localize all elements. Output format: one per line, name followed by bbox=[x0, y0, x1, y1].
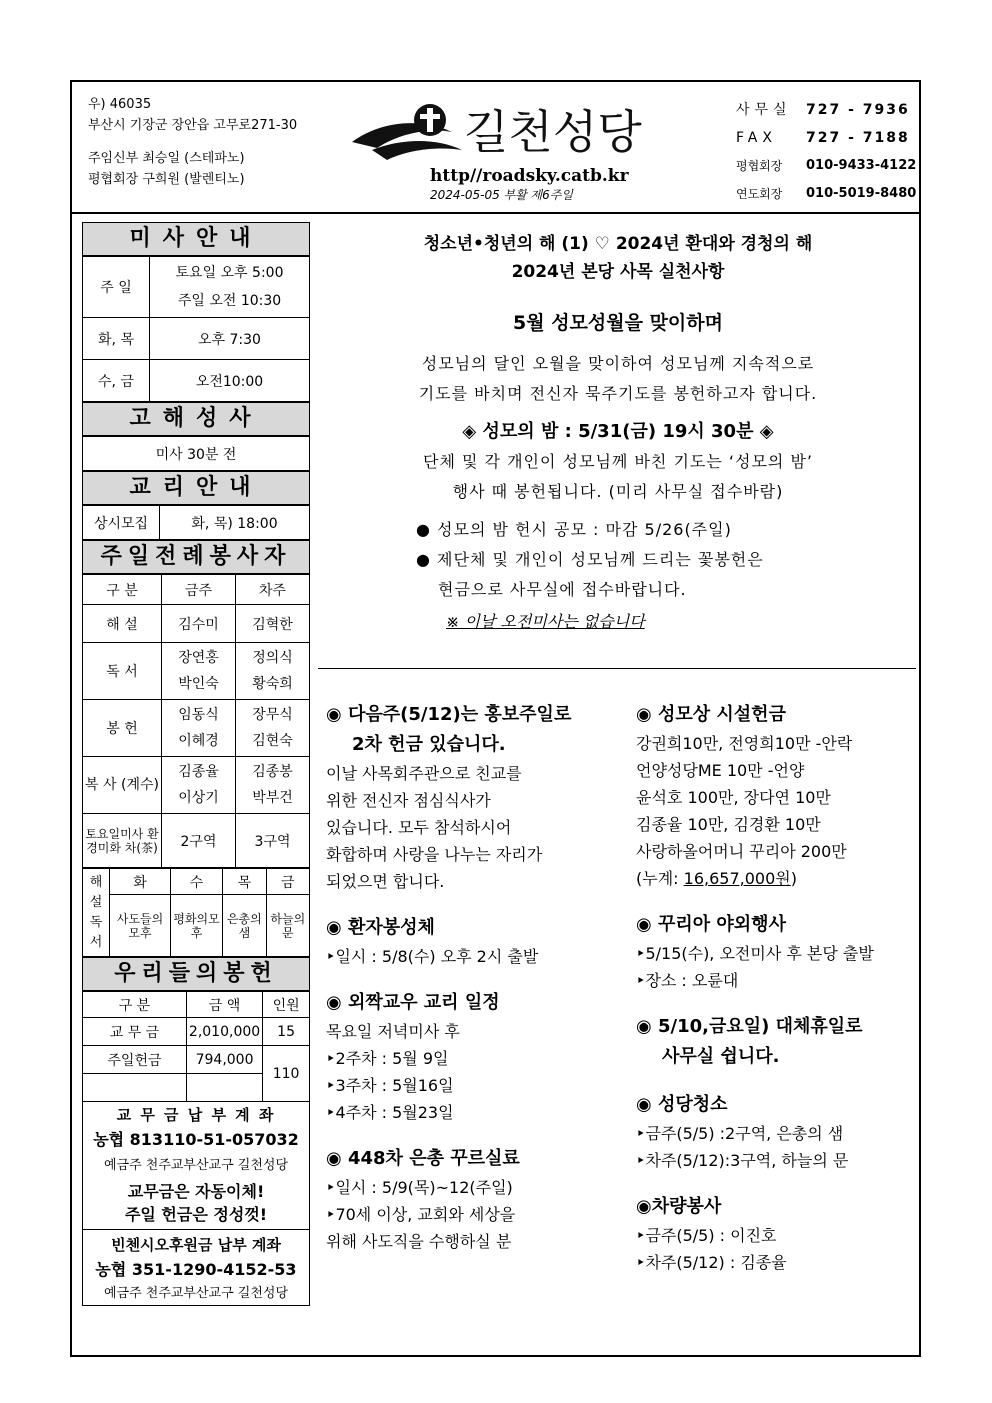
bullet-item: ● 제단체 및 개인이 성모님께 드리는 꽃봉헌은 bbox=[416, 550, 764, 569]
block-line: ‣4주차 : 5월23일 bbox=[326, 1103, 454, 1122]
block-title: ◉ 환자봉성체 bbox=[326, 917, 435, 938]
contact-label: 평협회장 bbox=[736, 159, 783, 173]
reading-group: 하늘의문 bbox=[266, 895, 309, 957]
block-line: ‣2주차 : 5월 9일 bbox=[326, 1049, 449, 1068]
block-line: ‣금주(5/5) : 이진호 bbox=[636, 1226, 777, 1245]
event-line: 단체 및 각 개인이 성모님께 바친 기도는 ‘성모의 밤’ bbox=[423, 452, 813, 471]
block-line: 위한 전신자 점심식사가 bbox=[326, 791, 491, 810]
intro bbox=[318, 349, 918, 409]
reading-group: 사도들의모후 bbox=[110, 895, 171, 957]
block-line: ‣5/15(수), 오전미사 후 본당 출발 bbox=[636, 944, 874, 963]
minister: 이혜경 bbox=[178, 733, 219, 749]
block-line: ‣금주(5/5) :2구역, 은총의 샘 bbox=[636, 1124, 844, 1143]
note: ※ 이날 오전미사는 없습니다 bbox=[446, 612, 645, 631]
col-header: 차주 bbox=[236, 575, 310, 605]
postal-code: 우) 46035 bbox=[88, 97, 152, 112]
reading-label: 해설독서 bbox=[83, 869, 110, 957]
offering-label: 주일헌금 bbox=[83, 1046, 187, 1074]
intro-line: 기도를 바치며 전신자 묵주기도를 봉헌하고자 합니다. bbox=[418, 384, 818, 403]
reading-group: 은총의샘 bbox=[223, 895, 266, 957]
reading-day: 수 bbox=[170, 869, 222, 895]
church-name: 길천성당 bbox=[464, 105, 642, 159]
contact-label: 사무실 bbox=[736, 102, 792, 118]
block-title: ◉ 다음주(5/12)는 홍보주일로 bbox=[326, 704, 572, 725]
role: 봉 헌 bbox=[83, 700, 162, 757]
offering-title: 우리들의봉헌 bbox=[82, 957, 310, 991]
block-line: 위해 사도직을 수행하실 분 bbox=[326, 1232, 512, 1251]
minister: 박인숙 bbox=[178, 676, 219, 692]
event-title: ◈ 성모의 밤 : 5/31(금) 19시 30분 ◈ bbox=[462, 421, 774, 442]
minister: 장무식 bbox=[252, 707, 293, 723]
role: 복 사 (계수) bbox=[83, 757, 162, 814]
block-line: 언양성당ME 10만 -언양 bbox=[636, 761, 805, 780]
council-chair: 평협회장 구희원 (발렌티노) bbox=[88, 172, 245, 187]
block-line: 화합하며 사랑을 나누는 자리가 bbox=[326, 845, 543, 864]
block-line: ‣일시 : 5/8(수) 오후 2시 출발 bbox=[326, 947, 539, 966]
address: 부산시 기장군 장안읍 고무로271-30 bbox=[88, 118, 298, 133]
minister: 임동식 bbox=[178, 707, 219, 723]
notice: 주일 헌금은 정성껏! bbox=[124, 1205, 268, 1224]
offering-table bbox=[82, 991, 310, 1102]
block-line: 강권희10만, 전영희10만 -안락 bbox=[636, 734, 853, 753]
block-line: 사랑하올어머니 꾸리아 200만 bbox=[636, 842, 847, 861]
block-line: ‣일시 : 5/9(목)~12(주일) bbox=[326, 1178, 513, 1197]
contact-value: 727 - 7188 bbox=[806, 130, 910, 146]
total-line bbox=[636, 865, 916, 892]
main-heading: 5월 성모성월을 맞이하며 bbox=[513, 312, 723, 334]
block-title: ◉차량봉사 bbox=[636, 1196, 722, 1217]
bulletin-frame bbox=[70, 80, 921, 1357]
offering-amount: 2,010,000 bbox=[186, 1018, 262, 1046]
event-line: 행사 때 봉헌됩니다. (미리 사무실 접수바람) bbox=[452, 482, 784, 501]
vincent-holder: 예금주 천주교부산교구 길천성당 bbox=[103, 1286, 289, 1301]
sidebar bbox=[82, 222, 310, 1306]
total-label: (누계: bbox=[636, 869, 679, 888]
mass-day: 주 일 bbox=[83, 257, 150, 318]
vincent-box bbox=[82, 1230, 310, 1306]
minister: 박부건 bbox=[252, 790, 293, 806]
mass-time: 오후 7:30 bbox=[150, 318, 310, 360]
block-line: 목요일 저녁미사 후 bbox=[326, 1022, 460, 1041]
reading-day: 화 bbox=[110, 869, 171, 895]
block-title: ◉ 외짝교우 교리 일정 bbox=[326, 992, 500, 1013]
right-column bbox=[636, 700, 916, 1294]
account-number: 농협 813110-51-057032 bbox=[93, 1130, 299, 1149]
mass-day: 수, 금 bbox=[83, 360, 150, 402]
offering-count: 110 bbox=[263, 1046, 310, 1102]
offering-label: 교 무 금 bbox=[83, 1018, 187, 1046]
reading-group: 평화의모후 bbox=[170, 895, 222, 957]
catechism-title: 교리안내 bbox=[82, 471, 310, 505]
account-holder: 예금주 천주교부산교구 길천성당 bbox=[103, 1158, 289, 1173]
block-line: 윤석호 100만, 장다연 10만 bbox=[636, 788, 831, 807]
block-title: ◉ 성당청소 bbox=[636, 1094, 728, 1115]
contact-label: 연도회장 bbox=[736, 187, 783, 201]
minister: 3구역 bbox=[236, 814, 310, 868]
minister: 김혁한 bbox=[236, 605, 310, 643]
block-title: ◉ 5/10,금요일) 대체휴일로 bbox=[636, 1016, 863, 1037]
contacts bbox=[736, 96, 916, 208]
col-header: 금 액 bbox=[186, 992, 262, 1018]
block-line: ‣3주차 : 5월16일 bbox=[326, 1076, 454, 1095]
account-box bbox=[82, 1102, 310, 1230]
block-line: 되었으면 합니다. bbox=[326, 872, 445, 891]
minister: 김종율 bbox=[178, 764, 219, 780]
theme-line: 2024년 본당 사목 실천사항 bbox=[511, 262, 725, 282]
block-line: 김종율 10만, 김경환 10만 bbox=[636, 815, 821, 834]
role: 해 설 bbox=[83, 605, 162, 643]
intro-line: 성모님의 달인 오월을 맞이하여 성모님께 지속적으로 bbox=[421, 354, 815, 373]
notice: 교무금은 자동이체! bbox=[127, 1182, 265, 1201]
mass-title: 미사안내 bbox=[82, 222, 310, 256]
block-title: ◉ 448차 은총 꾸르실료 bbox=[326, 1148, 520, 1169]
minister: 김종봉 bbox=[252, 764, 293, 780]
block-title: 사무실 쉽니다. bbox=[662, 1046, 780, 1067]
vincent-number: 농협 351-1290-4152-53 bbox=[95, 1260, 297, 1279]
main-content bbox=[318, 212, 918, 1355]
block-title: 2차 헌금 있습니다. bbox=[352, 734, 506, 755]
ministers-table bbox=[82, 574, 310, 868]
contact-value: 727 - 7936 bbox=[806, 102, 910, 118]
divider bbox=[318, 668, 916, 669]
date-line: 2024-05-05 부활 제6주일 bbox=[430, 188, 573, 202]
mass-day: 화, 목 bbox=[83, 318, 150, 360]
contact-label: FAX bbox=[736, 130, 777, 146]
role: 토요일미사 환경미화 차(茶) bbox=[83, 814, 162, 868]
reading-table bbox=[82, 868, 310, 957]
col-header: 금주 bbox=[162, 575, 236, 605]
left-column bbox=[326, 700, 616, 1273]
block-line: ‣차주(5/12) : 김종율 bbox=[636, 1253, 787, 1272]
event-bullets bbox=[318, 515, 918, 605]
minister: 2구역 bbox=[162, 814, 236, 868]
event-desc bbox=[318, 447, 918, 507]
pastor: 주임신부 최승일 (스테파노) bbox=[88, 151, 245, 166]
total-amount: 16,657,000원 bbox=[683, 869, 791, 888]
header-info bbox=[88, 94, 297, 190]
mass-time: 오전10:00 bbox=[150, 360, 310, 402]
header bbox=[72, 82, 919, 214]
minister: 황숙희 bbox=[252, 676, 293, 692]
minister: 김수미 bbox=[162, 605, 236, 643]
catechism-label: 상시모집 bbox=[83, 506, 160, 540]
confession-text: 미사 30분 전 bbox=[83, 437, 310, 471]
catechism-value: 화, 목) 18:00 bbox=[160, 506, 310, 540]
mass-time: 주일 오전 10:30 bbox=[177, 293, 282, 309]
mass-time: 토요일 오후 5:00 bbox=[175, 265, 284, 281]
reading-day: 목 bbox=[223, 869, 266, 895]
church-logo bbox=[342, 90, 702, 170]
block-line: 있습니다. 모두 참석하시어 bbox=[326, 818, 512, 837]
website: http//roadsky.catb.kr bbox=[430, 166, 629, 186]
theme-line: 청소년•청년의 해 (1) ♡ 2024년 환대와 경청의 해 bbox=[423, 234, 813, 254]
block-line: 이날 사목회주관으로 친교를 bbox=[326, 764, 522, 783]
contact-value: 010-9433-4122 bbox=[806, 158, 917, 173]
theme bbox=[318, 230, 918, 286]
block-line: ‣장소 : 오륜대 bbox=[636, 971, 739, 990]
block-line: ‣70세 이상, 교회와 세상을 bbox=[326, 1205, 516, 1224]
vincent-title: 빈첸시오후원금 납부 계좌 bbox=[111, 1236, 281, 1254]
offering-amount: 794,000 bbox=[186, 1046, 262, 1074]
ministers-title: 주일전례봉사자 bbox=[82, 540, 310, 574]
col-header: 구 분 bbox=[83, 992, 187, 1018]
block-title: ◉ 꾸리아 야외행사 bbox=[636, 914, 786, 935]
block-line: ‣차주(5/12):3구역, 하늘의 문 bbox=[636, 1151, 849, 1170]
reading-day: 금 bbox=[266, 869, 309, 895]
minister: 김현숙 bbox=[252, 733, 293, 749]
block-title: ◉ 성모상 시설헌금 bbox=[636, 704, 786, 725]
col-header: 구 분 bbox=[83, 575, 162, 605]
role: 독 서 bbox=[83, 643, 162, 700]
confession-title: 고해성사 bbox=[82, 402, 310, 436]
total-end: ) bbox=[790, 869, 797, 888]
minister: 이상기 bbox=[178, 790, 219, 806]
minister: 정의식 bbox=[252, 650, 293, 666]
contact-value: 010-5019-8480 bbox=[806, 186, 917, 201]
minister: 장연홍 bbox=[178, 650, 219, 666]
offering-count: 15 bbox=[263, 1018, 310, 1046]
col-header: 인원 bbox=[263, 992, 310, 1018]
account-title: 교 무 금 납 부 계 좌 bbox=[116, 1106, 276, 1124]
bullet-item: ● 성모의 밤 헌시 공모 : 마감 5/26(주일) bbox=[416, 520, 732, 539]
bullet-item: 현금으로 사무실에 접수바랍니다. bbox=[438, 580, 687, 599]
mass-table bbox=[82, 256, 310, 402]
